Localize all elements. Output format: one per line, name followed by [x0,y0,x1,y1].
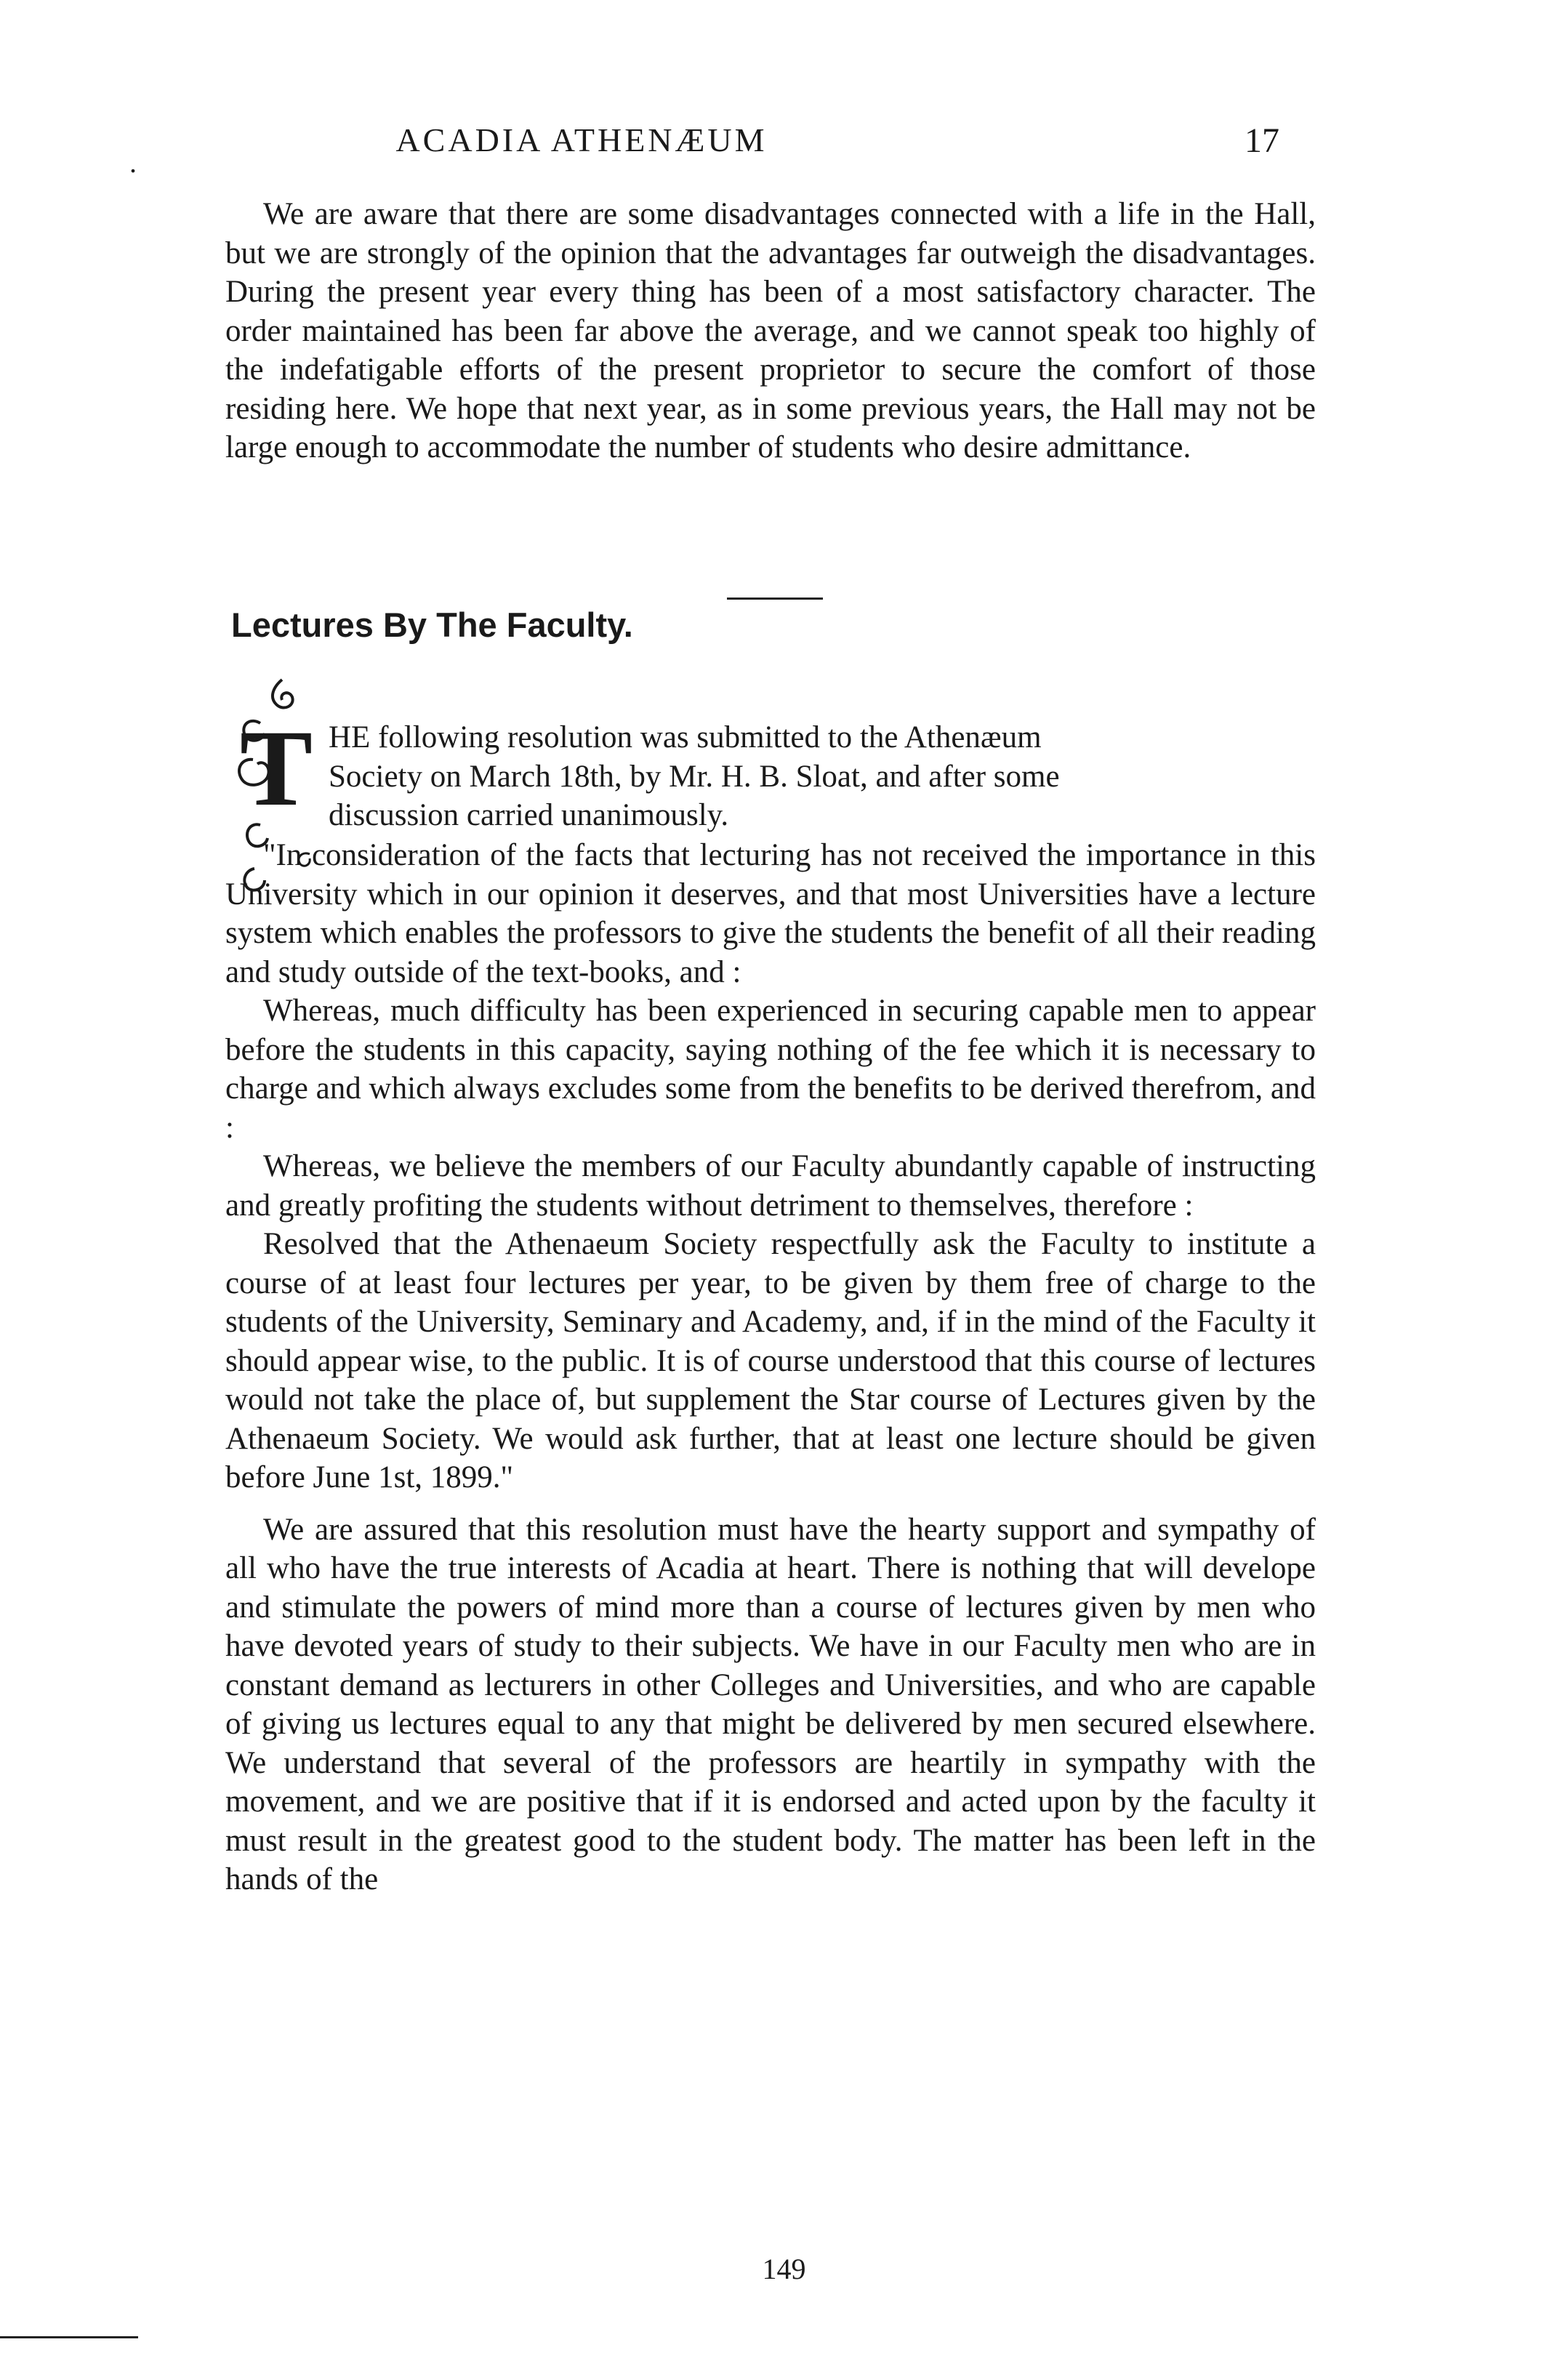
paragraph: We are aware that there are some disadvantages connected with a life in the Hall, but we are strongly of the opinion that the advantages far outweigh the disadvantages. During the present year every thing has been of a most satisfactory character. The order maintained has been far above the average, and we cannot speak too highly of the indefatigable efforts of the present proprietor to secure the comfort of those residing here. We hope that next year, as in some previous years, the Hall may not be large enough to accommodate the number of students who desire admittance. [225,197,1316,464]
stray-dot: . [129,146,137,179]
intro-block [329,718,1314,835]
section-divider [727,597,823,600]
opening-paragraph-block [225,195,1316,467]
running-title: ACADIA ATHENÆUM [395,121,768,158]
drop-cap-letter: T [239,708,313,829]
paragraph: Whereas, much difficulty has been experienced in securing capable men to appear before the students in this capacity, saying nothing of the fee which it is necessary to charge and which always excludes some from the benefits to be derived therefrom, and : [225,994,1316,1145]
paragraph: Resolved that the Athenaeum Society respectfully ask the Faculty to institute a course of at least four lectures per year, to be given by them free of charge to the students of the University, Seminary and Academy, and, if in the mind of the Faculty it should appear wise, to the public. It is of course understood that this course of lectures would not take the place of, but supplement the Star course of Lectures given by the Athenaeum Society. We would ask further, that at least one lecture should be given before June 1st, 1899." [225,1227,1316,1494]
bottom-rule [0,2336,138,2338]
resolution-block [225,836,1316,1899]
page-number: 17 [1245,121,1279,160]
section-heading: Lectures By The Faculty. [231,605,633,644]
folio-number: 149 [762,2253,806,2285]
paragraph: We are assured that this resolution must have the hearty support and sympathy of all who have the true interests of Acadia at heart. There is nothing that will develope and stimulate the powers of mind more than a course of lectures given by men who have devoted years of study to their subjects. We have in our Faculty men who are in constant demand as lecturers in other Colleges and Universities, and who are capable of giving us lectures equal to any that might be delivered by men secured elsewhere. We understand that several of the professors are heartily in sympathy with the movement, and we are positive that if it is endorsed and acted upon by the faculty it must result in the greatest good to the student body. The matter has been left in the hands of the [225,1512,1316,1896]
intro-line: HE following resolution was submitted to the Athenæum [329,720,1042,755]
paragraph: Whereas, we believe the members of our Faculty abundantly capable of instructing and greatly profiting the students without detriment to themselves, therefore : [225,1149,1316,1223]
running-head [0,115,1568,179]
intro-line: Society on March 18th, by Mr. H. B. Sloat, and after some [329,759,1060,794]
intro-line: discussion carried unanimously. [329,798,729,832]
paragraph: "In consideration of the facts that lecturing has not received the importance in this University which in our opinion it deserves, and that most Universities have a lecture system which enables the professors to give the students the benefit of all their reading and study outside of the text-books, and : [225,838,1316,989]
